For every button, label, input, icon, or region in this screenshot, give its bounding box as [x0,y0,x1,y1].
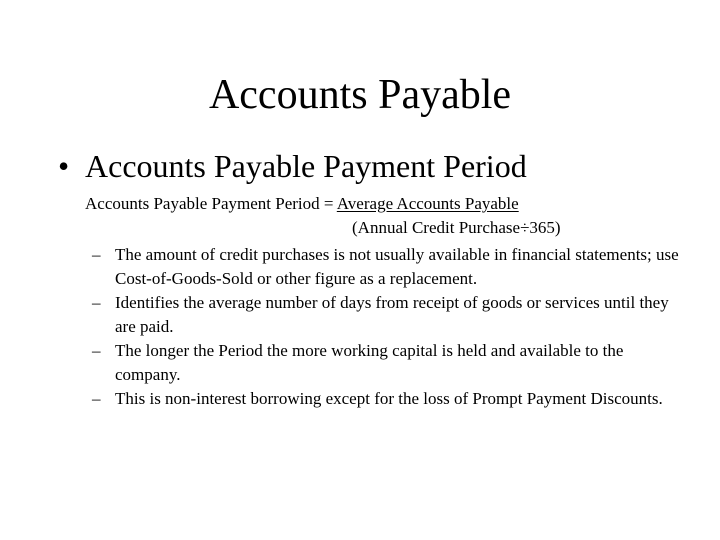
formula-lhs: Accounts Payable Payment Period = [85,194,337,213]
sub-bullet-text: The longer the Period the more working capital is held and available to the company. [115,341,624,384]
formula-numerator-line [85,192,519,216]
sub-bullet-list [92,243,692,411]
dash-glyph: – [92,293,101,312]
sub-bullet-text: This is non-interest borrowing except for the loss of Prompt Payment Discounts. [115,389,663,408]
slide-title: Accounts Payable [208,72,512,118]
main-bullet [58,147,527,185]
dash-glyph: – [92,245,101,264]
formula-numerator: Average Accounts Payable [336,194,519,213]
sub-bullet-item [92,339,692,387]
sub-bullet-item [92,291,692,339]
main-bullet-text: Accounts Payable Payment Period [85,148,527,184]
sub-bullet-text: The amount of credit purchases is not usually available in financial statements; use Cost-of-Goods-Sold or other figure as a replacement. [115,245,679,288]
sub-bullet-text: Identifies the average number of days from receipt of goods or services until they are paid. [115,293,669,336]
dash-glyph: – [92,389,101,408]
sub-bullet-item [92,243,692,291]
dash-glyph: – [92,341,101,360]
bullet-glyph: • [58,148,70,184]
formula-denominator: (Annual Credit Purchase÷365) [352,218,561,237]
sub-bullet-item [92,387,692,411]
